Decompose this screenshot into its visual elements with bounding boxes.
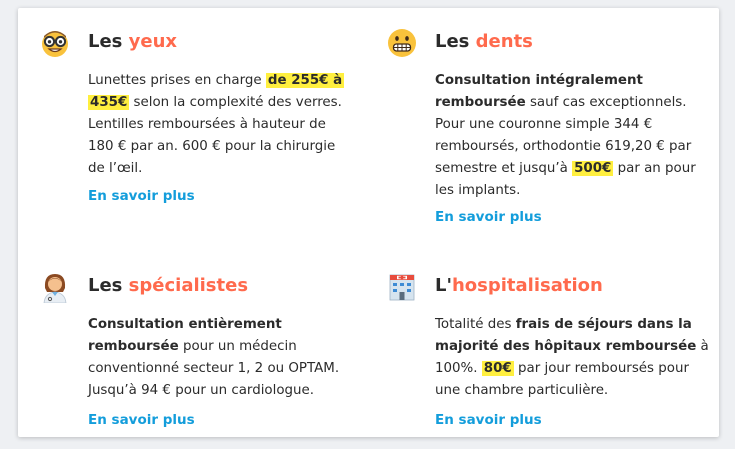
- section-dents: [383, 28, 713, 238]
- text-line: 435€ selon la complexité des verres.: [90, 95, 342, 110]
- text-line: conventionné secteur 1, 2 ou OPTAM.: [88, 361, 340, 376]
- text-line: une chambre particulière.: [435, 383, 609, 398]
- section-description: [88, 70, 378, 180]
- text-line: semestre et jusqu’à 500€ par an pour: [435, 161, 696, 176]
- title-accent: yeux: [128, 31, 178, 52]
- text-line: remboursée pour un médecin: [88, 339, 297, 354]
- text-line: remboursée sauf cas exceptionnels.: [435, 95, 687, 110]
- learn-more-link-hospitalisation[interactable]: En savoir plus: [435, 412, 542, 428]
- section-description: [435, 314, 710, 402]
- title-prefix: Les: [88, 275, 129, 296]
- hospital-building-icon: [385, 270, 419, 304]
- learn-more-link-specialistes[interactable]: En savoir plus: [88, 412, 195, 428]
- text-line: 180 € par an. 600 € pour la chirurgie: [88, 139, 336, 154]
- learn-more-link-yeux[interactable]: En savoir plus: [88, 188, 195, 204]
- title-accent: hospitalisation: [451, 275, 603, 296]
- nerd-face-glasses-icon: [38, 26, 72, 60]
- text-line: Lentilles remboursées à hauteur de: [88, 117, 326, 132]
- title-prefix: L': [435, 275, 452, 296]
- section-title: [435, 273, 603, 299]
- text-line: de l’œil.: [88, 161, 143, 176]
- text-line: Pour une couronne simple 344 €: [435, 117, 653, 132]
- text-line: majorité des hôpitaux remboursée à: [435, 339, 709, 354]
- highlight-amount: 435€: [90, 95, 128, 110]
- section-description: [88, 314, 378, 402]
- learn-more-link-dents[interactable]: En savoir plus: [435, 209, 542, 225]
- text-line: Consultation entièrement: [88, 317, 282, 332]
- highlight-amount: de 255€ à: [267, 73, 343, 88]
- doctor-woman-icon: [38, 270, 72, 304]
- text-line: les implants.: [435, 183, 521, 198]
- section-description: [435, 70, 710, 202]
- title-prefix: Les: [88, 31, 129, 52]
- section-hospitalisation: [383, 272, 713, 432]
- text-line: Totalité des frais de séjours dans la: [435, 317, 692, 332]
- section-title: [88, 29, 177, 55]
- highlight-amount: 500€: [574, 161, 612, 176]
- coverage-card: [18, 8, 719, 437]
- section-yeux: [36, 28, 356, 218]
- section-title: [435, 29, 533, 55]
- highlight-amount: 80€: [483, 361, 512, 376]
- text-line: Lunettes prises en charge de 255€ à: [88, 73, 343, 88]
- grimacing-face-icon: [385, 26, 419, 60]
- text-line: 100%. 80€ par jour remboursés pour: [435, 361, 689, 376]
- section-title: [88, 273, 248, 299]
- text-line: Consultation intégralement: [435, 73, 643, 88]
- section-specialistes: [36, 272, 356, 432]
- text-line: Jusqu’à 94 € pour un cardiologue.: [88, 383, 315, 398]
- text-line: remboursés, orthodontie 619,20 € par: [435, 139, 692, 154]
- title-prefix: Les: [435, 31, 476, 52]
- title-accent: spécialistes: [128, 275, 249, 296]
- title-accent: dents: [475, 31, 533, 52]
